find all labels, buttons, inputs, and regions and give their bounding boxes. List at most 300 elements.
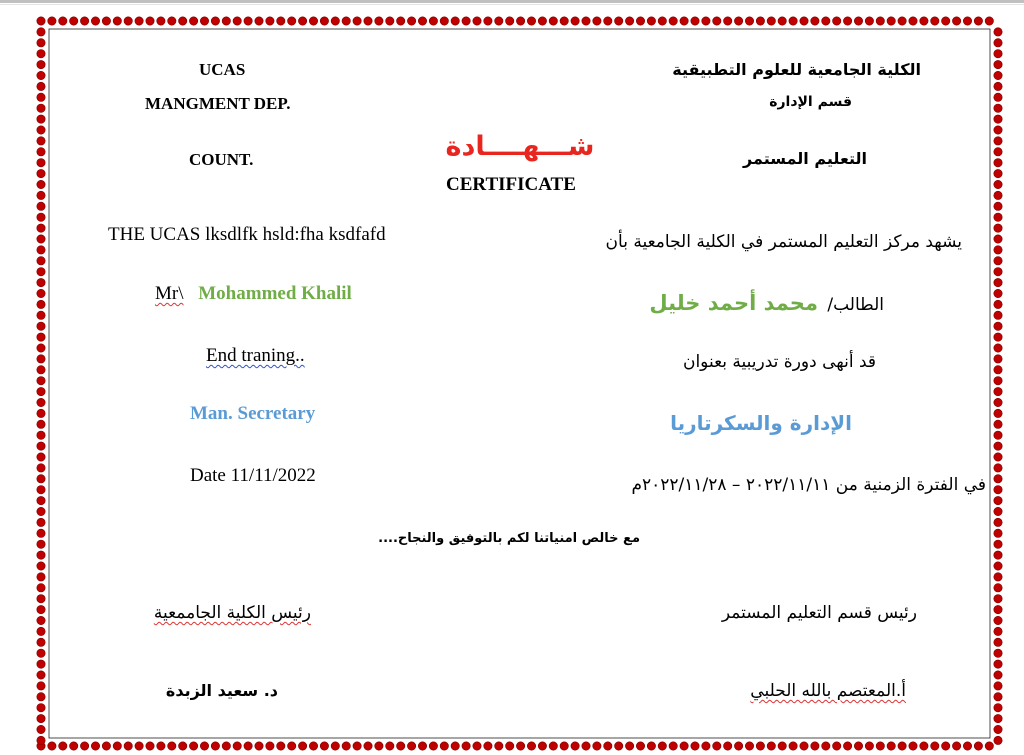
border-dot	[994, 289, 1002, 297]
border-dot	[37, 180, 45, 188]
border-dot	[407, 17, 415, 25]
border-dot	[604, 742, 612, 750]
border-dot	[994, 300, 1002, 308]
border-dot	[625, 742, 633, 750]
border-dot	[994, 93, 1002, 101]
border-dot	[506, 17, 514, 25]
border-dot	[538, 17, 546, 25]
border-dot	[37, 377, 45, 385]
border-dot	[179, 742, 187, 750]
border-dot	[277, 742, 285, 750]
border-dot	[887, 17, 895, 25]
student-prefix-ar: الطالب/	[827, 295, 884, 315]
border-dot	[59, 742, 67, 750]
border-dot	[994, 257, 1002, 265]
border-dot	[168, 17, 176, 25]
border-dot	[931, 742, 939, 750]
border-dot	[994, 213, 1002, 221]
border-dot	[222, 742, 230, 750]
border-dot	[516, 17, 524, 25]
border-dot	[800, 742, 808, 750]
border-dot	[615, 742, 623, 750]
border-dot	[37, 39, 45, 47]
border-dot	[549, 742, 557, 750]
border-dot	[37, 507, 45, 515]
border-dot	[353, 742, 361, 750]
border-dot	[429, 742, 437, 750]
student-line-ar	[649, 291, 884, 315]
border-dot	[189, 17, 197, 25]
border-dot	[418, 742, 426, 750]
border-dot	[811, 17, 819, 25]
border-dot	[200, 742, 208, 750]
border-dot	[429, 17, 437, 25]
intro-en-text: THE UCAS lksdlfk hsld:fha ksdfafd	[108, 224, 386, 245]
border-dot	[887, 742, 895, 750]
border-dot	[37, 126, 45, 134]
border-dot	[669, 742, 677, 750]
border-dot	[37, 268, 45, 276]
border-dot	[985, 742, 993, 750]
border-dot	[37, 409, 45, 417]
border-dot	[994, 518, 1002, 526]
border-dot	[833, 742, 841, 750]
intro-en	[108, 224, 386, 246]
border-dot	[37, 584, 45, 592]
border-dot	[974, 742, 982, 750]
border-dot	[909, 742, 917, 750]
border-dot	[309, 17, 317, 25]
border-dot	[473, 742, 481, 750]
border-dot	[179, 17, 187, 25]
border-dot	[91, 17, 99, 25]
border-dot	[37, 355, 45, 363]
border-dot	[80, 742, 88, 750]
border-dot	[713, 742, 721, 750]
border-dot	[691, 742, 699, 750]
border-dot	[233, 742, 241, 750]
border-dot	[375, 17, 383, 25]
border-dot	[37, 431, 45, 439]
border-dot	[37, 649, 45, 657]
border-dot	[931, 17, 939, 25]
border-dot	[724, 742, 732, 750]
border-dot	[865, 17, 873, 25]
border-dot	[37, 115, 45, 123]
border-dot	[560, 17, 568, 25]
border-dot	[994, 311, 1002, 319]
border-dot	[724, 17, 732, 25]
border-dot	[854, 17, 862, 25]
border-dot	[407, 742, 415, 750]
border-dot	[985, 17, 993, 25]
border-dot	[636, 742, 644, 750]
border-dot	[135, 742, 143, 750]
border-dot	[157, 17, 165, 25]
border-dot	[593, 742, 601, 750]
border-dot	[745, 17, 753, 25]
border-dot	[37, 693, 45, 701]
border-dot	[37, 638, 45, 646]
course-en: Man. Secretary	[190, 403, 316, 424]
border-dot	[920, 17, 928, 25]
border-dot	[994, 398, 1002, 406]
border-dot	[822, 742, 830, 750]
border-dot	[266, 17, 274, 25]
border-dot	[37, 224, 45, 232]
border-dot	[658, 17, 666, 25]
border-dot	[778, 17, 786, 25]
border-dot	[124, 17, 132, 25]
border-dot	[37, 725, 45, 733]
border-dot	[994, 704, 1002, 712]
border-dot	[37, 627, 45, 635]
border-dot	[37, 562, 45, 570]
border-dot	[37, 671, 45, 679]
border-dot	[994, 333, 1002, 341]
border-dot	[102, 17, 110, 25]
border-dot	[37, 344, 45, 352]
border-dot	[811, 742, 819, 750]
border-dot	[767, 17, 775, 25]
border-dot	[713, 17, 721, 25]
border-dot	[37, 464, 45, 472]
border-dot	[135, 17, 143, 25]
border-dot	[70, 742, 78, 750]
border-dot	[37, 17, 45, 25]
border-dot	[994, 660, 1002, 668]
border-dot	[37, 529, 45, 537]
border-dot	[822, 17, 830, 25]
border-dot	[59, 17, 67, 25]
border-dot	[604, 17, 612, 25]
border-dot	[353, 17, 361, 25]
border-dot	[691, 17, 699, 25]
border-dot	[994, 180, 1002, 188]
signature-right-title: رئيس قسم التعليم المستمر	[721, 603, 917, 623]
border-dot	[37, 311, 45, 319]
border-dot	[963, 17, 971, 25]
border-dot	[843, 17, 851, 25]
border-dot	[309, 742, 317, 750]
header-count-ar: التعليم المستمر	[743, 149, 867, 168]
border-dot	[994, 28, 1002, 36]
border-dot	[994, 573, 1002, 581]
border-dot	[994, 344, 1002, 352]
border-dot	[37, 148, 45, 156]
border-dot	[113, 17, 121, 25]
border-dot	[994, 322, 1002, 330]
border-dot	[994, 584, 1002, 592]
border-dot	[37, 191, 45, 199]
border-dot	[277, 17, 285, 25]
border-dot	[527, 742, 535, 750]
border-dot	[37, 278, 45, 286]
border-dot	[37, 169, 45, 177]
border-dot	[994, 595, 1002, 603]
border-dot	[102, 742, 110, 750]
border-dot	[146, 742, 154, 750]
border-dot	[37, 300, 45, 308]
border-dot	[994, 442, 1002, 450]
border-dot	[37, 540, 45, 548]
border-dot	[37, 551, 45, 559]
border-dot	[37, 322, 45, 330]
border-dot	[833, 17, 841, 25]
student-line-en	[155, 283, 352, 305]
border-dot	[636, 17, 644, 25]
border-dot	[364, 742, 372, 750]
border-dot	[516, 742, 524, 750]
border-dot	[37, 159, 45, 167]
border-dot	[37, 736, 45, 744]
border-dot	[37, 289, 45, 297]
certificate-title-ar: شـــهــــادة	[445, 131, 595, 162]
border-dot	[994, 159, 1002, 167]
border-dot	[994, 605, 1002, 613]
border-dot	[952, 17, 960, 25]
signature-left-name: د. سعيد الزبدة	[165, 681, 278, 700]
border-dot	[615, 17, 623, 25]
student-name-ar: محمد أحمد خليل	[649, 291, 818, 315]
signature-left-title	[154, 603, 311, 623]
border-dot	[320, 17, 328, 25]
border-dot	[994, 638, 1002, 646]
border-dot	[994, 409, 1002, 417]
border-dot	[994, 82, 1002, 90]
border-dot	[288, 742, 296, 750]
border-dot	[146, 17, 154, 25]
signature-right-name	[750, 681, 906, 701]
border-dot	[994, 627, 1002, 635]
border-dot	[994, 268, 1002, 276]
border-dot	[233, 17, 241, 25]
border-dot	[994, 71, 1002, 79]
border-dot	[37, 453, 45, 461]
border-dot	[37, 486, 45, 494]
border-dot	[994, 148, 1002, 156]
border-dot	[994, 137, 1002, 145]
border-dot	[37, 202, 45, 210]
border-dot	[778, 742, 786, 750]
border-dot	[865, 742, 873, 750]
border-dot	[37, 235, 45, 243]
border-dot	[994, 736, 1002, 744]
intro-ar: يشهد مركز التعليم المستمر في الكلية الجامعية بأن	[605, 232, 962, 252]
border-dot	[994, 50, 1002, 58]
border-dot	[451, 17, 459, 25]
header-dept-ar: قسم الإدارة	[769, 94, 852, 110]
border-dot	[364, 17, 372, 25]
border-dot	[37, 420, 45, 428]
border-dot	[876, 17, 884, 25]
border-dot	[538, 742, 546, 750]
border-dot	[37, 442, 45, 450]
border-dot	[994, 420, 1002, 428]
border-dot	[462, 17, 470, 25]
border-dot	[37, 333, 45, 341]
border-dot	[994, 235, 1002, 243]
border-dot	[37, 60, 45, 68]
border-dot	[994, 191, 1002, 199]
border-dot	[994, 475, 1002, 483]
border-dot	[37, 50, 45, 58]
border-dot	[994, 507, 1002, 515]
border-dot	[440, 17, 448, 25]
border-dot	[994, 671, 1002, 679]
border-dot	[37, 93, 45, 101]
border-dot	[994, 693, 1002, 701]
signature-right-name-text: أ.المعتصم بالله الحلبي	[750, 681, 906, 701]
border-dot	[994, 453, 1002, 461]
border-dot	[255, 17, 263, 25]
border-dot	[440, 742, 448, 750]
border-dot	[320, 742, 328, 750]
border-dot	[994, 355, 1002, 363]
border-dot	[91, 742, 99, 750]
border-dot	[994, 496, 1002, 504]
border-dot	[200, 17, 208, 25]
border-dot	[473, 17, 481, 25]
border-dot	[342, 17, 350, 25]
border-dot	[37, 605, 45, 613]
border-dot	[506, 742, 514, 750]
border-dot	[37, 246, 45, 254]
border-dot	[994, 529, 1002, 537]
border-dot	[994, 714, 1002, 722]
border-dot	[37, 518, 45, 526]
border-dot	[952, 742, 960, 750]
border-dot	[625, 17, 633, 25]
border-dot	[222, 17, 230, 25]
border-dot	[680, 742, 688, 750]
border-dot	[397, 17, 405, 25]
border-dot	[942, 17, 950, 25]
header-dept-en: MANGMENT DEP.	[145, 94, 291, 113]
border-dot	[994, 387, 1002, 395]
border-dot	[124, 742, 132, 750]
border-dot	[658, 742, 666, 750]
border-dot	[994, 126, 1002, 134]
header-count-en: COUNT.	[189, 150, 254, 169]
border-dot	[37, 387, 45, 395]
border-dot	[451, 742, 459, 750]
border-dot	[994, 486, 1002, 494]
border-dot	[994, 464, 1002, 472]
border-dot	[37, 704, 45, 712]
border-dot	[994, 60, 1002, 68]
border-dot	[495, 17, 503, 25]
border-dot	[994, 246, 1002, 254]
wishes-ar: مع خالص امنياتنا لكم بالتوفيق والنجاح....	[378, 531, 640, 546]
border-dot	[582, 742, 590, 750]
border-dot	[789, 742, 797, 750]
ended-text-en-value: End traning..	[206, 345, 305, 366]
border-dot	[37, 616, 45, 624]
border-dot	[37, 82, 45, 90]
border-dot	[255, 742, 263, 750]
border-dot	[898, 742, 906, 750]
border-dot	[331, 17, 339, 25]
mr-prefix: Mr\	[155, 283, 184, 304]
border-dot	[669, 17, 677, 25]
border-dot	[734, 742, 742, 750]
border-dot	[734, 17, 742, 25]
border-dot	[994, 377, 1002, 385]
border-dot	[37, 714, 45, 722]
border-dot	[994, 278, 1002, 286]
border-dot	[37, 366, 45, 374]
border-dot	[288, 17, 296, 25]
signature-left-title-text: رئيس الكلية الجاممعية	[153, 603, 311, 623]
border-dot	[994, 431, 1002, 439]
border-dot	[963, 742, 971, 750]
border-dot	[298, 17, 306, 25]
border-dot	[702, 742, 710, 750]
border-dot	[462, 742, 470, 750]
border-dot	[994, 115, 1002, 123]
border-dot	[756, 17, 764, 25]
border-dot	[113, 742, 121, 750]
border-dot	[680, 17, 688, 25]
border-dot	[342, 742, 350, 750]
border-dot	[48, 742, 56, 750]
border-dot	[37, 28, 45, 36]
border-dot	[994, 616, 1002, 624]
border-dot	[647, 742, 655, 750]
border-dot	[37, 660, 45, 668]
border-dot	[994, 649, 1002, 657]
border-dot	[593, 17, 601, 25]
border-dot	[189, 742, 197, 750]
border-dot	[386, 17, 394, 25]
border-dot	[994, 224, 1002, 232]
border-dot	[560, 742, 568, 750]
border-dot	[386, 742, 394, 750]
border-dot	[898, 17, 906, 25]
border-dot	[211, 17, 219, 25]
certificate-title-en: CERTIFICATE	[446, 174, 576, 195]
border-dot	[37, 496, 45, 504]
border-dot	[157, 742, 165, 750]
border-dot	[37, 573, 45, 581]
border-dot	[756, 742, 764, 750]
border-dot	[994, 540, 1002, 548]
border-dot	[418, 17, 426, 25]
border-dot	[800, 17, 808, 25]
student-name-en: Mohammed Khalil	[198, 283, 352, 304]
border-dot	[37, 213, 45, 221]
header-org-en: UCAS	[199, 60, 246, 79]
border-dot	[37, 595, 45, 603]
border-dot	[920, 742, 928, 750]
border-dot	[37, 71, 45, 79]
border-dot	[168, 742, 176, 750]
border-dot	[37, 257, 45, 265]
border-dot	[37, 398, 45, 406]
period-ar: في الفترة الزمنية من ٢٠٢٢/١١/١١ – ٢٠٢٢/١١/٢٨م	[631, 475, 986, 495]
header-org-ar: الكلية الجامعية للعلوم التطبيقية	[672, 60, 921, 79]
border-dot	[571, 742, 579, 750]
border-dot	[994, 551, 1002, 559]
border-dot	[909, 17, 917, 25]
border-dot	[37, 104, 45, 112]
border-dot	[702, 17, 710, 25]
border-dot	[994, 169, 1002, 177]
border-dot	[298, 742, 306, 750]
border-dot	[80, 17, 88, 25]
border-dot	[331, 742, 339, 750]
